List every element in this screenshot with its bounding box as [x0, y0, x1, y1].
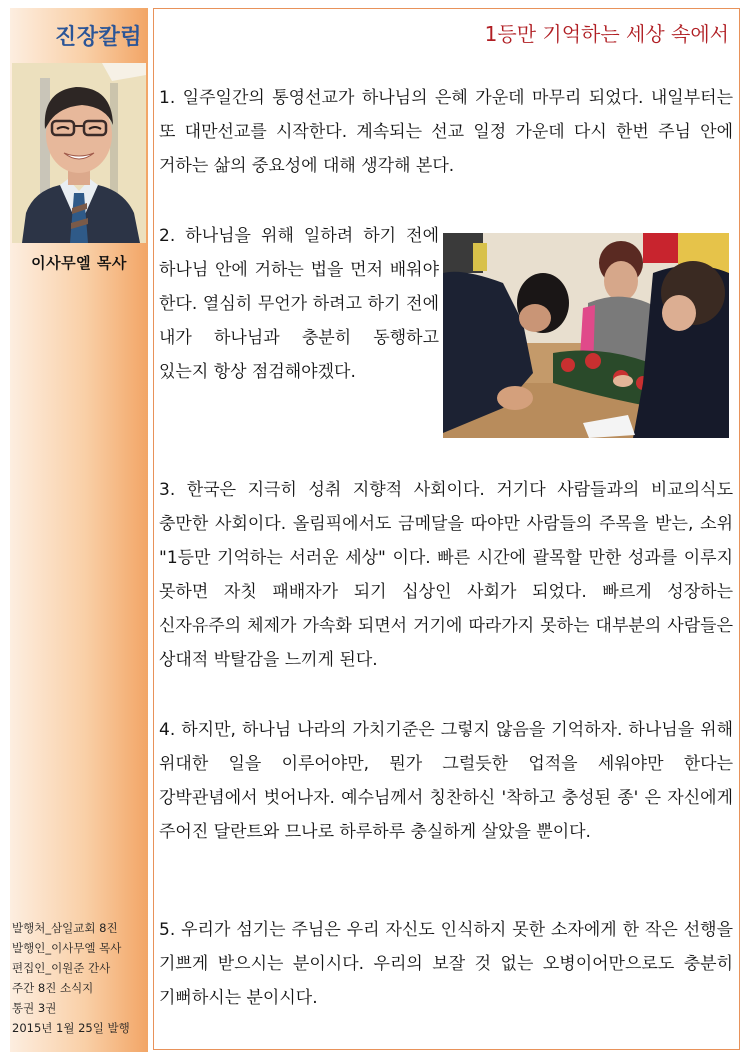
colophon-publication: 주간 8진 소식지	[12, 981, 94, 995]
colophon-editor: 편집인_이원준 간사	[12, 961, 111, 975]
sidebar	[10, 8, 148, 1052]
portrait-illustration	[12, 63, 146, 243]
colophon-volume: 통권 3권	[12, 1001, 57, 1015]
paragraph-5: 5. 우리가 섬기는 주님은 우리 자신도 인식하지 못한 소자에게 한 작은 선행을 기쁘게 받으시는 분이시다. 우리의 보잘 것 없는 오병이어만으로도 충분히 기뻐하시는 분이시다.	[159, 920, 733, 1008]
colophon-issuer: 발행인_이사무엘 목사	[12, 941, 122, 955]
paragraph-3: 3. 한국은 지극히 성취 지향적 사회이다. 거기다 사람들과의 비교의식도 충만한 사회이다. 올림픽에서도 금메달을 따야만 사람들의 주목을 받는, 소위 "1등만 기억하는 서러운 세상" 이다. 빠른 시간에 괄목할 만한 성과를 이루지 못하면 자칫 패배자가 되기 십상인 사회가 되었다. 빠르게 성장하는 신자유주의 체제가 가속화 되면서 거기에 따라가지 못하는 대부분의 사람들은 상대적 박탈감을 느끼게 된다.	[159, 480, 733, 670]
paragraph-1: 1. 일주일간의 통영선교가 하나님의 은혜 가운데 마무리 되었다. 내일부터는 또 대만선교를 시작한다. 계속되는 선교 일정 가운데 다시 한번 주님 안에 거하는 삶의 중요성에 대해 생각해 본다.	[159, 88, 733, 176]
colophon	[12, 918, 148, 1038]
colophon-publisher: 발행처_삼일교회 8진	[12, 921, 118, 935]
paragraph-4: 4. 하지만, 하나님 나라의 가치기준은 그렇지 않음을 기억하자. 하나님을 위해 위대한 일을 이루어야만, 뭔가 그럴듯한 업적을 세워야만 한다는 강박관념에서 벗어나자. 예수님께서 칭찬하신 '착하고 충성된 종' 은 자신에게 주어진 달란트와 므나로 하루하루 충실하게 살았을 뿐이다.	[159, 720, 733, 842]
column-title: 진장칼럼	[54, 25, 142, 50]
author-name: 이사무엘 목사	[31, 254, 127, 272]
prayer-scene-illustration	[443, 233, 729, 438]
paragraph-2: 2. 하나님을 위해 일하려 하기 전에 하나님 안에 거하는 법을 먼저 배워야 한다. 열심히 무언가 하려고 하기 전에 내가 하나님과 충분히 동행하고 있는지 항상 점검해야겠다.	[159, 226, 439, 382]
article-photo	[443, 233, 729, 438]
author-portrait	[12, 63, 146, 243]
article-box	[153, 8, 740, 1050]
colophon-date: 2015년 1월 25일 발행	[12, 1021, 130, 1035]
article-title: 1등만 기억하는 세상 속에서	[484, 22, 729, 46]
